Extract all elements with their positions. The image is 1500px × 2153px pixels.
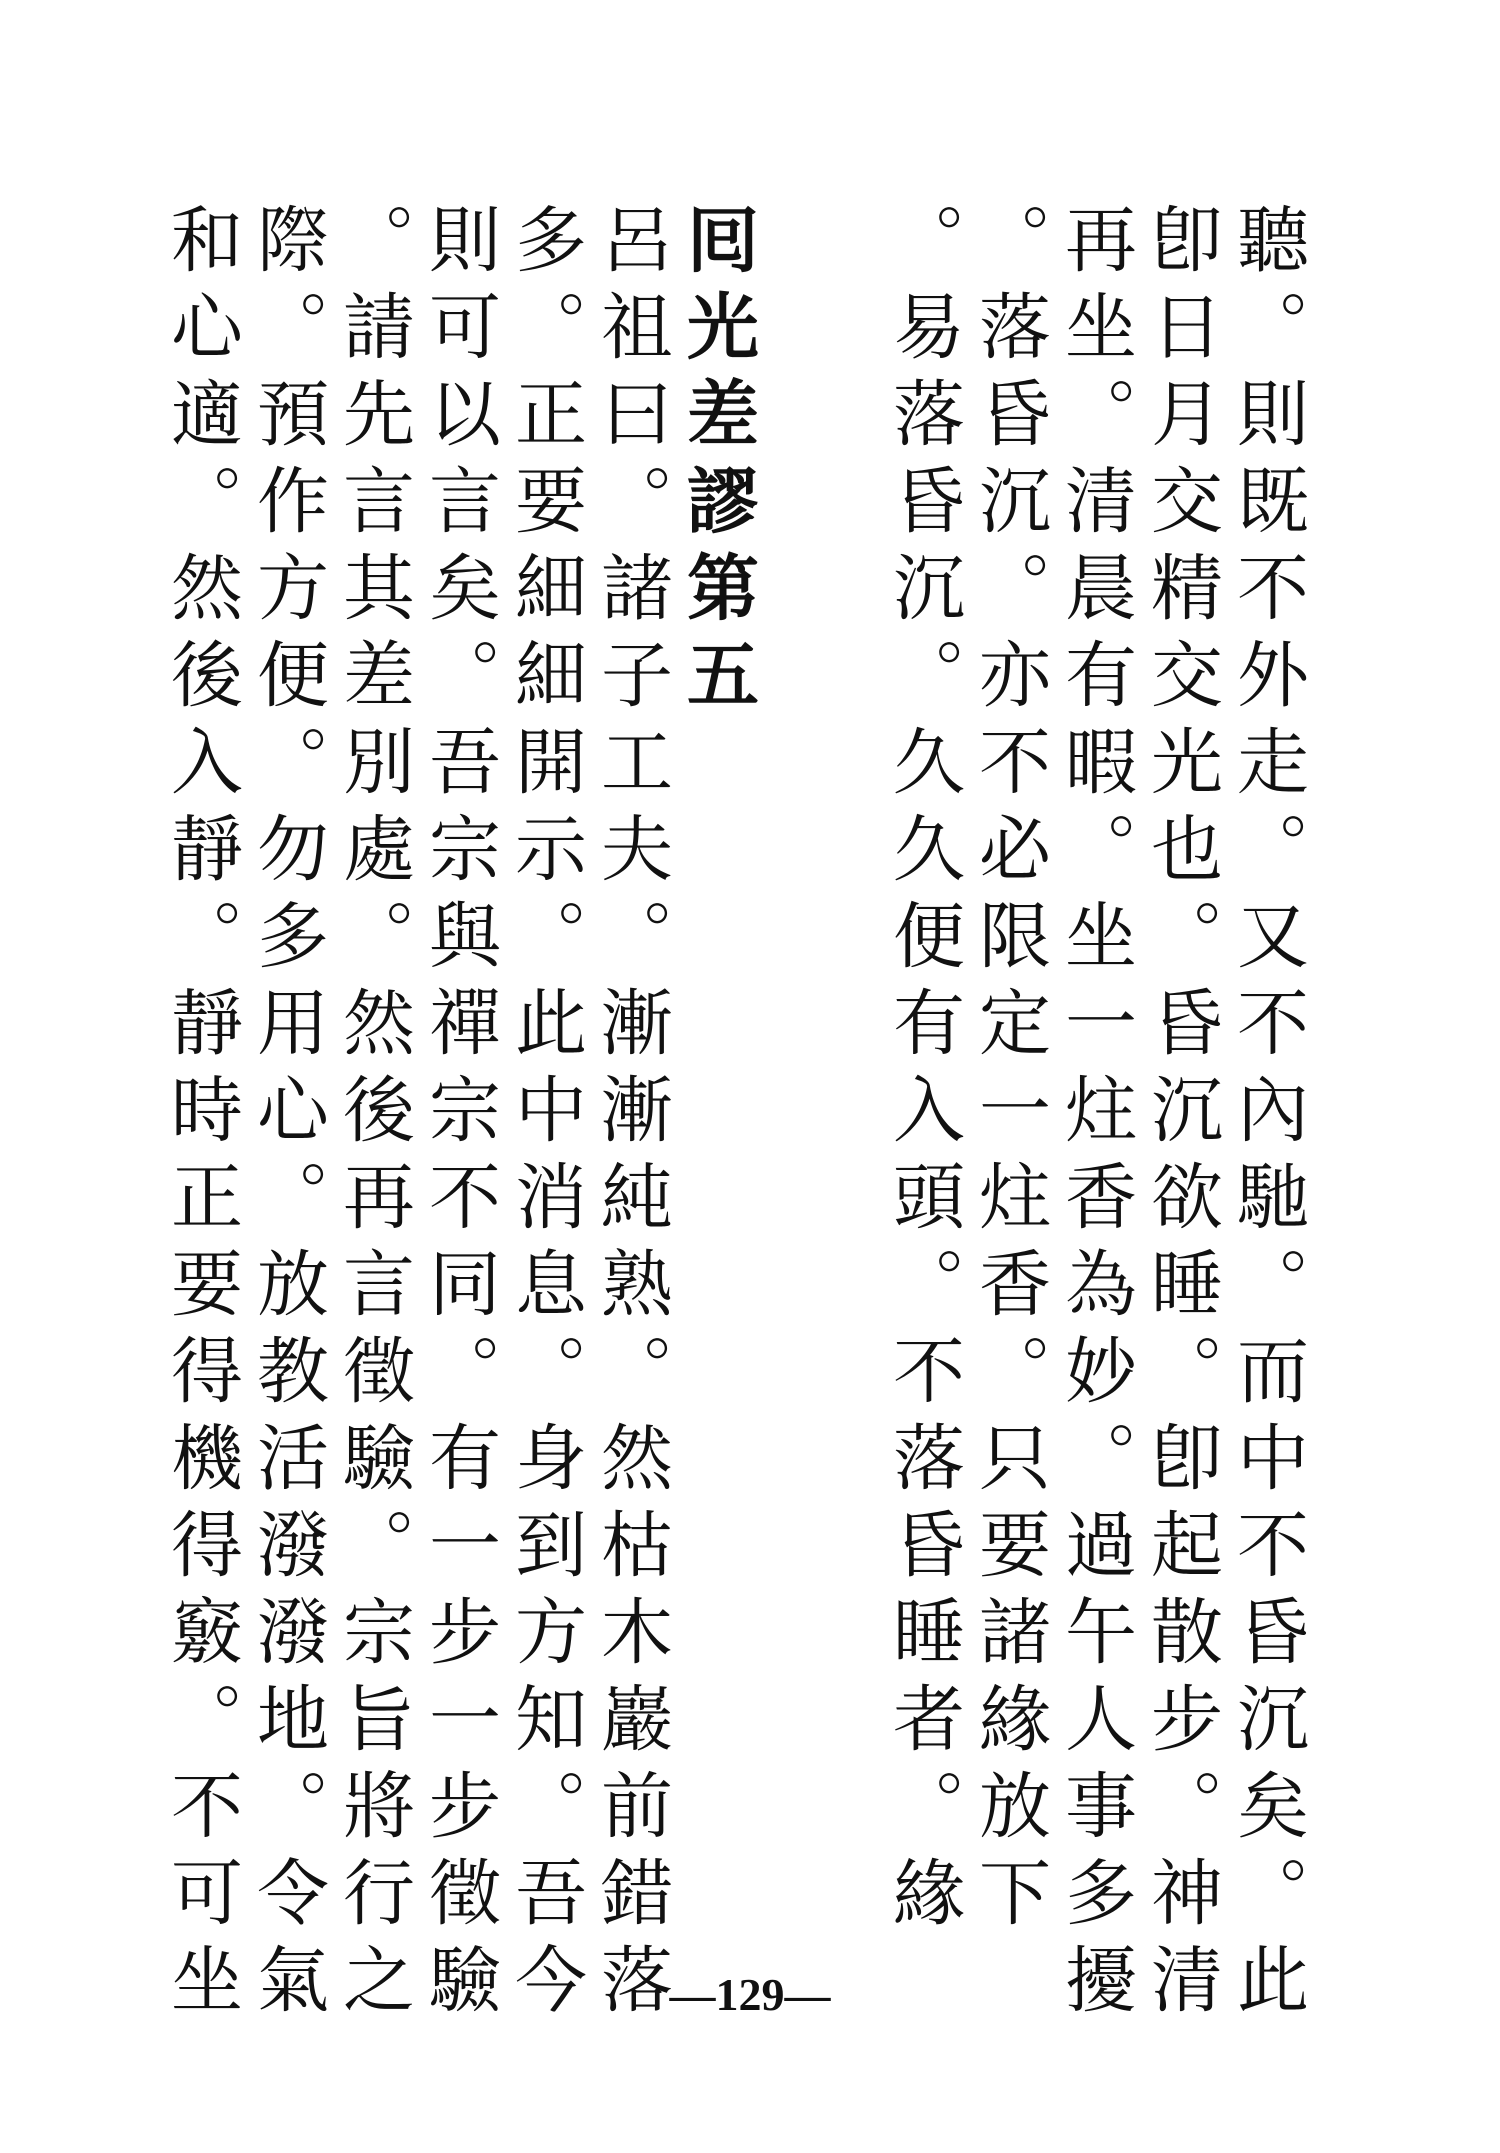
text-column-10: 際。預作方便。勿多用心。放教活潑潑地。令氣 — [245, 202, 329, 2029]
chapter-heading: 囘光差謬第五 — [675, 202, 760, 724]
text-column-6: 呂祖曰。諸子工夫。漸漸純熟。然枯木巖前錯落 — [589, 202, 673, 2029]
text-column-9: 。請先言其差別處。然後再言徵驗。宗旨將行之 — [331, 202, 415, 2029]
text-column-7: 多。正要細細開示。此中消息。身到方知。吾今 — [503, 202, 587, 2029]
column-gap — [760, 202, 880, 1962]
text-column-1: 聽。則既不外走。又不內馳。而中不昏沉矣。此 — [1225, 202, 1309, 2029]
text-column-5: 。易落昏沉。久久便有入頭。不落昏睡者。緣 — [881, 202, 965, 1942]
text-column-3: 再坐。清晨有暇。坐一炷香為妙。過午人事多擾 — [1053, 202, 1137, 2029]
text-column-8: 則可以言矣。吾宗與禪宗不同。有一步一步徵驗 — [417, 202, 501, 2029]
page-number: —129— — [669, 1969, 831, 2020]
text-column-4: 。落昏沉。亦不必限定一炷香。只要諸緣放下 — [967, 202, 1051, 1942]
text-column-2: 卽日月交精交光也。昏沉欲睡。卽起散步。神清 — [1139, 202, 1223, 2029]
text-column-11: 和心適。然後入靜。靜時正要得機得竅。不可坐 — [159, 202, 243, 2029]
